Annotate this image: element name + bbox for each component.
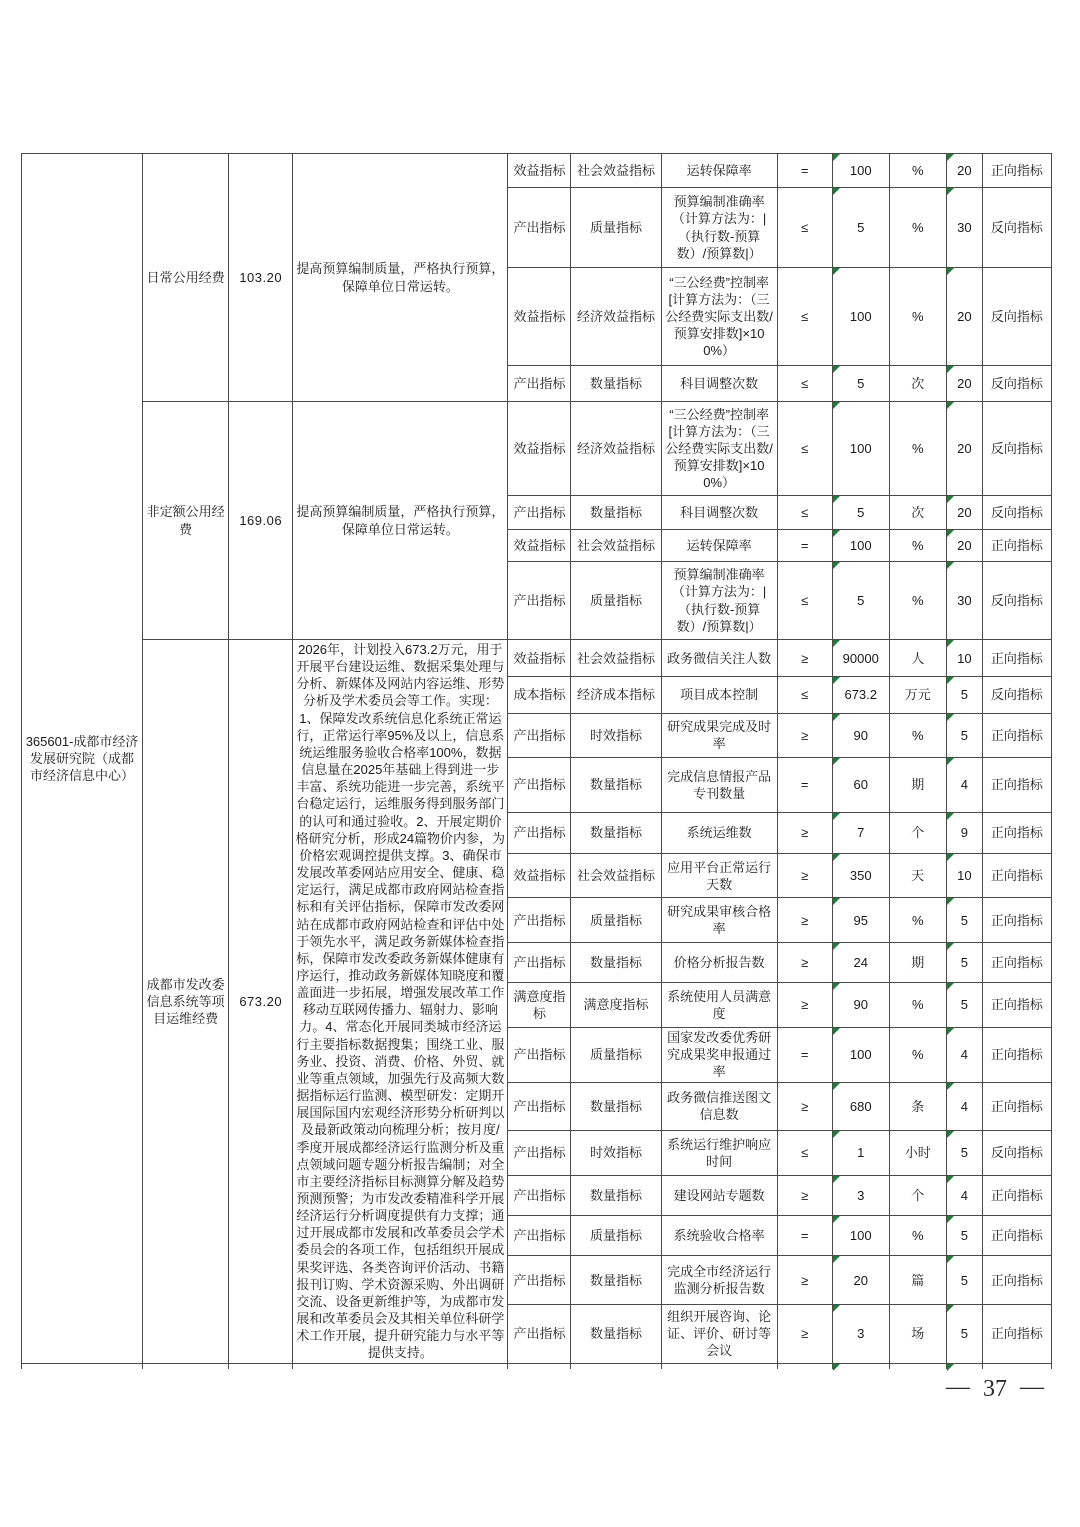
indicator-operator-cell: ≥ [777, 640, 832, 677]
indicator-operator-cell: = [777, 1215, 832, 1255]
indicator-name-cell: 预算编制准确率（计算方法为：|（执行数-预算数）/预算数|） [661, 188, 777, 268]
indicator-subtype-cell: 数量指标 [571, 1082, 661, 1130]
indicator-unit-cell: % [889, 1215, 946, 1255]
indicator-type-cell: 产出指标 [508, 812, 571, 853]
sliver-cell [777, 1363, 832, 1369]
indicator-value-cell: 100 [832, 1215, 889, 1255]
indicator-subtype-cell: 数量指标 [571, 1175, 661, 1215]
indicator-unit-cell: 小时 [889, 1131, 946, 1175]
indicator-operator-cell: ≥ [777, 713, 832, 757]
indicator-name-cell: 研究成果审核合格率 [661, 898, 777, 942]
indicator-subtype-cell: 数量指标 [571, 366, 661, 402]
indicator-weight-cell: 5 [946, 1256, 982, 1304]
indicator-operator-cell: ≥ [777, 1256, 832, 1304]
comment-marker-icon [833, 1305, 840, 1312]
indicator-value-cell: 7 [832, 812, 889, 853]
indicator-weight-cell: 20 [946, 154, 982, 188]
comment-marker-icon [947, 496, 954, 503]
indicator-subtype-cell: 数量指标 [571, 1304, 661, 1363]
indicator-weight-cell: 20 [946, 366, 982, 402]
indicator-operator-cell: = [777, 154, 832, 188]
indicator-name-cell: 项目成本控制 [661, 677, 777, 713]
next-page-row-sliver [22, 1363, 1052, 1369]
indicator-direction-cell: 正向指标 [982, 530, 1051, 562]
comment-marker-icon [833, 1131, 840, 1138]
indicator-subtype-cell: 社会效益指标 [571, 640, 661, 677]
indicator-name-cell: 价格分析报告数 [661, 942, 777, 982]
indicator-direction-cell: 反向指标 [982, 366, 1051, 402]
indicator-direction-cell: 反向指标 [982, 562, 1051, 640]
project-amount-cell: 169.06 [229, 402, 293, 640]
page-number: 37 [983, 1376, 1007, 1402]
indicator-name-cell: 系统运维数 [661, 812, 777, 853]
indicator-operator-cell: ≥ [777, 854, 832, 898]
indicator-unit-cell: 人 [889, 640, 946, 677]
indicator-direction-cell: 正向指标 [982, 983, 1051, 1027]
indicator-name-cell: “三公经费”控制率[计算方法为：（三公经费实际支出数/预算安排数]×100%） [661, 268, 777, 366]
indicator-type-cell: 产出指标 [508, 713, 571, 757]
comment-marker-icon [947, 1083, 954, 1090]
sliver-cell [22, 1363, 143, 1369]
comment-marker-icon [833, 943, 840, 950]
indicator-unit-cell: % [889, 562, 946, 640]
indicator-operator-cell: = [777, 530, 832, 562]
comment-marker-icon [947, 714, 954, 721]
indicator-subtype-cell: 质量指标 [571, 188, 661, 268]
comment-marker-icon [833, 1028, 840, 1035]
indicator-name-cell: 系统使用人员满意度 [661, 983, 777, 1027]
indicator-value-cell: 3 [832, 1304, 889, 1363]
comment-marker-icon [947, 898, 954, 905]
comment-marker-icon [833, 1216, 840, 1223]
indicator-name-cell: 系统运行维护响应时间 [661, 1131, 777, 1175]
indicator-subtype-cell: 数量指标 [571, 942, 661, 982]
indicator-type-cell: 成本指标 [508, 677, 571, 713]
comment-marker-icon [947, 1256, 954, 1263]
indicator-value-cell: 3 [832, 1175, 889, 1215]
indicator-weight-cell: 10 [946, 854, 982, 898]
indicator-weight-cell: 5 [946, 713, 982, 757]
comment-marker-icon [947, 983, 954, 990]
indicator-row [22, 402, 1052, 496]
indicator-value-cell: 20 [832, 1256, 889, 1304]
sliver-cell [293, 1363, 508, 1369]
indicator-subtype-cell: 时效指标 [571, 713, 661, 757]
indicator-type-cell: 产出指标 [508, 1215, 571, 1255]
indicator-weight-cell: 20 [946, 402, 982, 496]
indicator-direction-cell: 正向指标 [982, 1175, 1051, 1215]
indicator-type-cell: 产出指标 [508, 1131, 571, 1175]
indicator-name-cell: 国家发改委优秀研究成果奖申报通过率 [661, 1027, 777, 1082]
indicator-name-cell: “三公经费”控制率[计算方法为：（三公经费实际支出数/预算安排数]×100%） [661, 402, 777, 496]
indicator-type-cell: 满意度指标 [508, 983, 571, 1027]
indicator-name-cell: 科目调整次数 [661, 366, 777, 402]
indicator-operator-cell: ≤ [777, 677, 832, 713]
indicator-direction-cell: 反向指标 [982, 402, 1051, 496]
indicator-operator-cell: ≥ [777, 942, 832, 982]
indicator-direction-cell: 反向指标 [982, 1131, 1051, 1175]
indicator-operator-cell: ≥ [777, 812, 832, 853]
indicator-direction-cell: 反向指标 [982, 268, 1051, 366]
indicator-weight-cell: 5 [946, 677, 982, 713]
comment-marker-icon [833, 677, 840, 684]
indicator-direction-cell: 正向指标 [982, 812, 1051, 853]
indicator-operator-cell: ≥ [777, 983, 832, 1027]
comment-marker-icon [947, 758, 954, 765]
indicator-weight-cell: 5 [946, 1304, 982, 1363]
indicator-direction-cell: 正向指标 [982, 154, 1051, 188]
indicator-type-cell: 产出指标 [508, 1175, 571, 1215]
sliver-cell [571, 1363, 661, 1369]
indicator-value-cell: 90 [832, 983, 889, 1027]
comment-marker-icon [833, 268, 840, 275]
indicator-name-cell: 研究成果完成及时率 [661, 713, 777, 757]
sliver-cell [143, 1363, 229, 1369]
comment-marker-icon [947, 366, 954, 373]
indicator-direction-cell: 正向指标 [982, 854, 1051, 898]
indicator-value-cell: 95 [832, 898, 889, 942]
indicator-subtype-cell: 数量指标 [571, 758, 661, 813]
comment-marker-icon [833, 530, 840, 537]
indicator-type-cell: 产出指标 [508, 562, 571, 640]
indicator-subtype-cell: 时效指标 [571, 1131, 661, 1175]
indicator-unit-cell: % [889, 268, 946, 366]
sliver-cell [982, 1363, 1051, 1369]
indicator-operator-cell: = [777, 758, 832, 813]
indicator-value-cell: 673.2 [832, 677, 889, 713]
indicator-type-cell: 效益指标 [508, 402, 571, 496]
comment-marker-icon [833, 1176, 840, 1183]
indicator-weight-cell: 30 [946, 188, 982, 268]
comment-marker-icon [833, 496, 840, 503]
comment-marker-icon [947, 268, 954, 275]
comment-marker-icon [947, 154, 954, 161]
indicator-unit-cell: % [889, 983, 946, 1027]
indicator-name-cell: 应用平台正常运行天数 [661, 854, 777, 898]
comment-marker-icon [947, 813, 954, 820]
indicator-direction-cell: 正向指标 [982, 1027, 1051, 1082]
indicator-table-body [22, 154, 1052, 1370]
indicator-direction-cell: 正向指标 [982, 942, 1051, 982]
footer-dash-right: — [1020, 1374, 1044, 1400]
indicator-value-cell: 100 [832, 154, 889, 188]
indicator-weight-cell: 4 [946, 1082, 982, 1130]
indicator-unit-cell: 期 [889, 758, 946, 813]
indicator-value-cell: 100 [832, 402, 889, 496]
indicator-operator-cell: ≤ [777, 1131, 832, 1175]
indicator-operator-cell: ≤ [777, 268, 832, 366]
indicator-type-cell: 产出指标 [508, 1027, 571, 1082]
indicator-unit-cell: 次 [889, 366, 946, 402]
comment-marker-icon [833, 188, 840, 195]
project-description-cell: 2026年，计划投入673.2万元，用于开展平台建设运维、数据采集处理与分析、新媒体及网站内容运维、形势分析及学术委员会等工作。实现：1、保障发改系统信息化系统正常运行，正常运行率95%及以上，信息系统运维服务验收合格率100%，数据信息量在2025年基础上得到进一步丰富、系统功能进一步完善，系统平台稳定运行，运维服务得到服务部门的认可和通过验收。2、开展定期价格研究分析，形成24篇物价内参，为价格宏观调控提供支撑。3、确保市发展改革委网站应用安全、健康、稳定运行，满足成都市政府网站检查指标和有关评估指标，保障市发改委网站在成都市政府网站检查和评估中处于领先水平，满足政务新媒体检查指标，保障市发改委政务新媒体健康有序运行，推动政务新媒体知晓度和覆盖面进一步拓展，增强发展改革工作移动互联网传播力、辐射力、影响力。4、常态化开展同类城市经济运行主要指标数据搜集；围绕工业、服务业、投资、消费、价格、外贸、就业等重点领域，加强先行及高频大数据指标运行监测、模型研发：定期开展国际国内宏观经济形势分析研判以及最新政策动向梳理分析；按月度/季度开展成都经济运行监测分析及重点领域问题专题分析报告编制；对全市主要经济指标目标测算分解及趋势预测预警；为市发改委精准科学开展经济运行分析调度提供有力支撑；通过开展成都市发展和改革委员会学术委员会的各项工作，包括组织开展成果奖评选、各类咨询评价活动、书籍报刊订购、学术资源采购、外出调研交流、设备更新维护等，为成都市发展和改革委员会及其相关单位科研学术工作开展，提升研究能力与水平等提供支持。 [293, 640, 508, 1364]
indicator-subtype-cell: 质量指标 [571, 1215, 661, 1255]
indicator-direction-cell: 反向指标 [982, 677, 1051, 713]
indicator-unit-cell: 条 [889, 1082, 946, 1130]
comment-marker-icon [947, 562, 954, 569]
comment-marker-icon [833, 1256, 840, 1263]
indicator-type-cell: 产出指标 [508, 758, 571, 813]
indicator-type-cell: 产出指标 [508, 1304, 571, 1363]
indicator-type-cell: 产出指标 [508, 496, 571, 530]
indicator-value-cell: 5 [832, 366, 889, 402]
indicator-value-cell: 100 [832, 530, 889, 562]
indicator-subtype-cell: 数量指标 [571, 496, 661, 530]
indicator-unit-cell: % [889, 530, 946, 562]
indicator-row [22, 640, 1052, 677]
indicator-operator-cell: = [777, 1027, 832, 1082]
indicator-subtype-cell: 社会效益指标 [571, 154, 661, 188]
indicator-direction-cell: 正向指标 [982, 1304, 1051, 1363]
indicator-operator-cell: ≤ [777, 188, 832, 268]
comment-marker-icon [833, 402, 840, 409]
comment-marker-icon [947, 677, 954, 684]
indicator-weight-cell: 30 [946, 562, 982, 640]
indicator-operator-cell: ≤ [777, 366, 832, 402]
indicator-unit-cell: % [889, 713, 946, 757]
comment-marker-icon [833, 854, 840, 861]
indicator-subtype-cell: 质量指标 [571, 562, 661, 640]
indicator-weight-cell: 5 [946, 1215, 982, 1255]
indicator-unit-cell: 个 [889, 812, 946, 853]
indicator-value-cell: 5 [832, 188, 889, 268]
indicator-type-cell: 产出指标 [508, 1256, 571, 1304]
indicator-value-cell: 100 [832, 1027, 889, 1082]
indicator-direction-cell: 正向指标 [982, 1082, 1051, 1130]
indicator-unit-cell: 篇 [889, 1256, 946, 1304]
indicator-unit-cell: 次 [889, 496, 946, 530]
indicator-operator-cell: ≤ [777, 562, 832, 640]
indicator-weight-cell: 4 [946, 1027, 982, 1082]
indicator-unit-cell: 万元 [889, 677, 946, 713]
unit-name-cell: 365601-成都市经济发展研究院（成都市经济信息中心） [22, 154, 143, 1364]
indicator-direction-cell: 正向指标 [982, 1215, 1051, 1255]
comment-marker-icon [833, 898, 840, 905]
comment-marker-icon [833, 714, 840, 721]
indicator-value-cell: 90000 [832, 640, 889, 677]
comment-marker-icon [833, 562, 840, 569]
comment-marker-icon [947, 854, 954, 861]
indicator-weight-cell: 5 [946, 898, 982, 942]
indicator-weight-cell: 20 [946, 496, 982, 530]
comment-marker-icon [947, 1028, 954, 1035]
comment-marker-icon [833, 154, 840, 161]
indicator-unit-cell: 场 [889, 1304, 946, 1363]
comment-marker-icon [947, 1216, 954, 1223]
comment-marker-icon [947, 1131, 954, 1138]
comment-marker-icon [947, 640, 954, 647]
indicator-direction-cell: 反向指标 [982, 496, 1051, 530]
indicator-value-cell: 5 [832, 562, 889, 640]
indicator-operator-cell: ≥ [777, 1175, 832, 1215]
indicator-type-cell: 产出指标 [508, 366, 571, 402]
indicator-type-cell: 效益指标 [508, 268, 571, 366]
indicator-type-cell: 效益指标 [508, 640, 571, 677]
comment-marker-icon [947, 943, 954, 950]
indicator-name-cell: 建设网站专题数 [661, 1175, 777, 1215]
indicator-name-cell: 组织开展咨询、论证、评价、研讨等会议 [661, 1304, 777, 1363]
indicator-subtype-cell: 满意度指标 [571, 983, 661, 1027]
indicator-name-cell: 政务微信推送图文信息数 [661, 1082, 777, 1130]
indicator-unit-cell: % [889, 1027, 946, 1082]
project-name-cell: 非定额公用经费 [143, 402, 229, 640]
sliver-cell [661, 1363, 777, 1369]
indicator-name-cell: 运转保障率 [661, 530, 777, 562]
sliver-cell [946, 1363, 982, 1369]
indicator-value-cell: 5 [832, 496, 889, 530]
project-description-cell: 提高预算编制质量，严格执行预算，保障单位日常运转。 [293, 154, 508, 402]
indicator-unit-cell: % [889, 898, 946, 942]
indicator-value-cell: 680 [832, 1082, 889, 1130]
indicator-type-cell: 产出指标 [508, 1082, 571, 1130]
comment-marker-icon [947, 402, 954, 409]
indicator-subtype-cell: 社会效益指标 [571, 854, 661, 898]
indicator-direction-cell: 正向指标 [982, 640, 1051, 677]
comment-marker-icon [833, 1364, 840, 1371]
performance-indicator-table [21, 153, 1052, 1369]
indicator-unit-cell: 期 [889, 942, 946, 982]
indicator-subtype-cell: 数量指标 [571, 812, 661, 853]
indicator-name-cell: 系统验收合格率 [661, 1215, 777, 1255]
indicator-value-cell: 100 [832, 268, 889, 366]
comment-marker-icon [833, 813, 840, 820]
project-name-cell: 成都市发改委信息系统等项目运维经费 [143, 640, 229, 1364]
indicator-value-cell: 24 [832, 942, 889, 982]
indicator-weight-cell: 5 [946, 1131, 982, 1175]
indicator-name-cell: 政务微信关注人数 [661, 640, 777, 677]
indicator-type-cell: 产出指标 [508, 188, 571, 268]
indicator-operator-cell: ≥ [777, 898, 832, 942]
indicator-subtype-cell: 社会效益指标 [571, 530, 661, 562]
indicator-direction-cell: 正向指标 [982, 1256, 1051, 1304]
sliver-cell [889, 1363, 946, 1369]
indicator-row [22, 154, 1052, 188]
indicator-name-cell: 运转保障率 [661, 154, 777, 188]
indicator-subtype-cell: 经济效益指标 [571, 402, 661, 496]
indicator-type-cell: 效益指标 [508, 854, 571, 898]
comment-marker-icon [947, 188, 954, 195]
comment-marker-icon [833, 983, 840, 990]
indicator-weight-cell: 9 [946, 812, 982, 853]
sliver-cell [508, 1363, 571, 1369]
indicator-name-cell: 完成信息情报产品专刊数量 [661, 758, 777, 813]
indicator-subtype-cell: 质量指标 [571, 898, 661, 942]
comment-marker-icon [833, 1083, 840, 1090]
comment-marker-icon [947, 530, 954, 537]
indicator-direction-cell: 正向指标 [982, 713, 1051, 757]
comment-marker-icon [833, 366, 840, 373]
indicator-weight-cell: 5 [946, 942, 982, 982]
indicator-value-cell: 1 [832, 1131, 889, 1175]
indicator-unit-cell: 个 [889, 1175, 946, 1215]
indicator-type-cell: 产出指标 [508, 898, 571, 942]
indicator-unit-cell: % [889, 154, 946, 188]
indicator-unit-cell: % [889, 188, 946, 268]
indicator-name-cell: 科目调整次数 [661, 496, 777, 530]
indicator-weight-cell: 4 [946, 758, 982, 813]
sliver-cell [832, 1363, 889, 1369]
indicator-subtype-cell: 数量指标 [571, 1256, 661, 1304]
indicator-operator-cell: ≤ [777, 402, 832, 496]
indicator-operator-cell: ≤ [777, 496, 832, 530]
project-amount-cell: 673.20 [229, 640, 293, 1364]
indicator-weight-cell: 20 [946, 530, 982, 562]
comment-marker-icon [833, 640, 840, 647]
indicator-value-cell: 60 [832, 758, 889, 813]
comment-marker-icon [947, 1364, 954, 1371]
comment-marker-icon [947, 1176, 954, 1183]
indicator-unit-cell: 天 [889, 854, 946, 898]
indicator-value-cell: 350 [832, 854, 889, 898]
page-footer [946, 1376, 1044, 1403]
comment-marker-icon [947, 1305, 954, 1312]
footer-dash-left: — [946, 1374, 970, 1400]
project-amount-cell: 103.20 [229, 154, 293, 402]
indicator-type-cell: 产出指标 [508, 942, 571, 982]
indicator-type-cell: 效益指标 [508, 154, 571, 188]
indicator-subtype-cell: 经济效益指标 [571, 268, 661, 366]
project-name-cell: 日常公用经费 [143, 154, 229, 402]
indicator-weight-cell: 10 [946, 640, 982, 677]
indicator-subtype-cell: 经济成本指标 [571, 677, 661, 713]
indicator-weight-cell: 20 [946, 268, 982, 366]
indicator-weight-cell: 4 [946, 1175, 982, 1215]
indicator-weight-cell: 5 [946, 983, 982, 1027]
indicator-direction-cell: 反向指标 [982, 188, 1051, 268]
indicator-direction-cell: 正向指标 [982, 758, 1051, 813]
sliver-cell [229, 1363, 293, 1369]
indicator-type-cell: 效益指标 [508, 530, 571, 562]
comment-marker-icon [833, 758, 840, 765]
indicator-direction-cell: 正向指标 [982, 898, 1051, 942]
indicator-value-cell: 90 [832, 713, 889, 757]
indicator-name-cell: 预算编制准确率（计算方法为：|（执行数-预算数）/预算数|） [661, 562, 777, 640]
indicator-unit-cell: % [889, 402, 946, 496]
project-description-cell: 提高预算编制质量，严格执行预算，保障单位日常运转。 [293, 402, 508, 640]
indicator-name-cell: 完成全市经济运行监测分析报告数 [661, 1256, 777, 1304]
indicator-operator-cell: ≥ [777, 1082, 832, 1130]
indicator-operator-cell: ≥ [777, 1304, 832, 1363]
indicator-subtype-cell: 质量指标 [571, 1027, 661, 1082]
